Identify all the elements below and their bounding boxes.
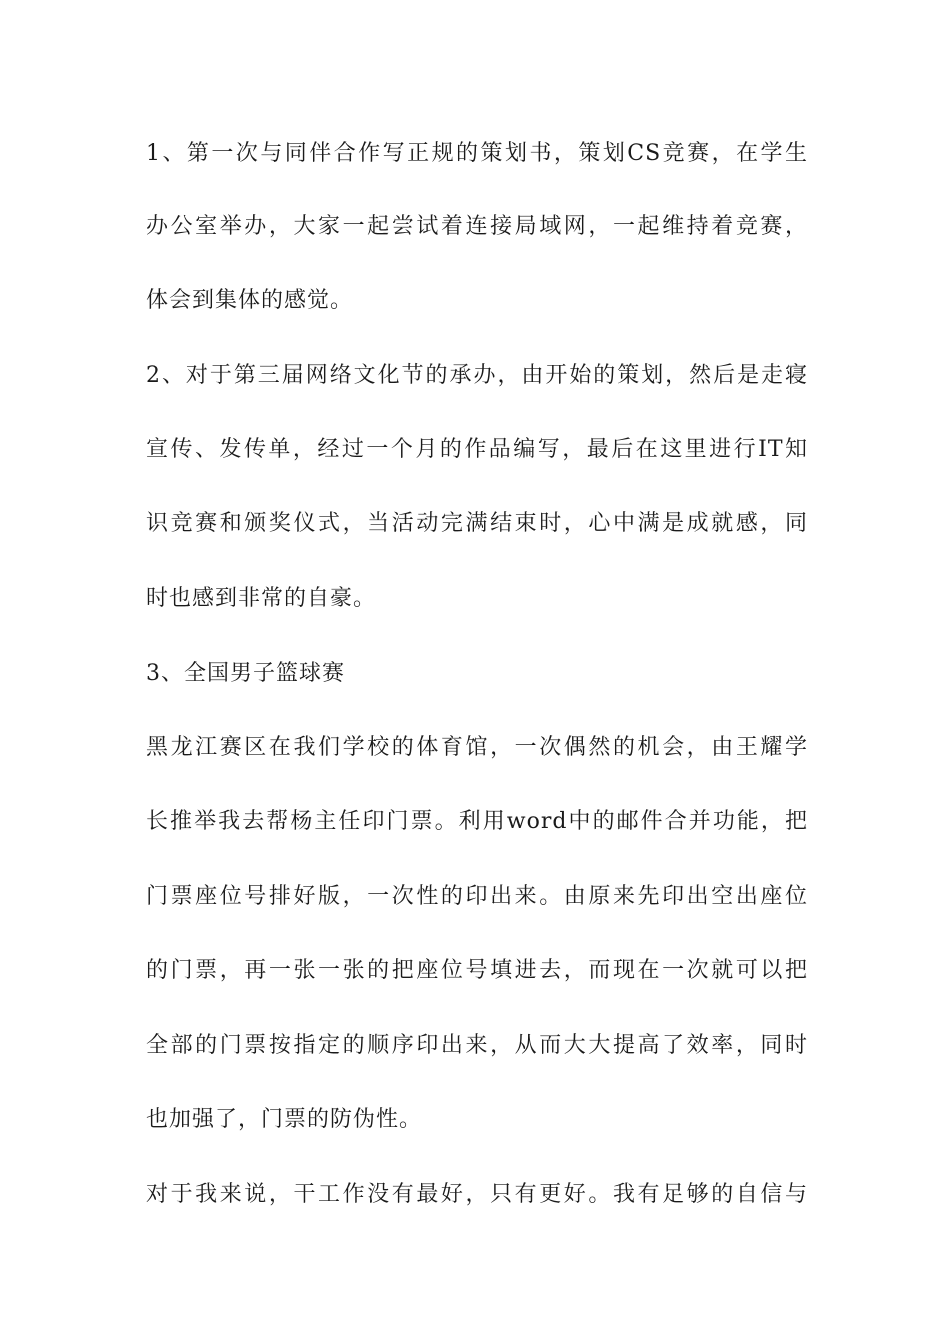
text-line: 也加强了，门票的防伪性。 [146,1107,423,1132]
text-line: 识竞赛和颁奖仪式，当活动完满结束时，心中满是成就感，同 [146,511,808,536]
text-line: 长推举我去帮杨主任印门票。利用word中的邮件合并功能，把 [146,809,808,834]
text-line: 1、第一次与同伴合作写正规的策划书，策划CS竞赛，在学生 [146,141,808,166]
text-line: 宣传、发传单，经过一个月的作品编写，最后在这里进行IT知 [146,437,808,462]
text-line: 体会到集体的感觉。 [146,288,354,313]
text-line: 时也感到非常的自豪。 [146,586,377,611]
text-line: 2、对于第三届网络文化节的承办，由开始的策划，然后是走寝 [146,363,808,388]
text-line: 门票座位号排好版，一次性的印出来。由原来先印出空出座位 [146,884,808,909]
text-line: 全部的门票按指定的顺序印出来，从而大大提高了效率，同时 [146,1033,808,1058]
text-line: 的门票，再一张一张的把座位号填进去，而现在一次就可以把 [146,958,808,983]
text-line: 对于我来说，干工作没有最好，只有更好。我有足够的自信与 [146,1182,808,1207]
text-line: 黑龙江赛区在我们学校的体育馆，一次偶然的机会，由王耀学 [146,735,808,760]
text-line: 3、全国男子篮球赛 [146,661,345,686]
text-line: 办公室举办，大家一起尝试着连接局域网，一起维持着竞赛， [146,214,808,239]
